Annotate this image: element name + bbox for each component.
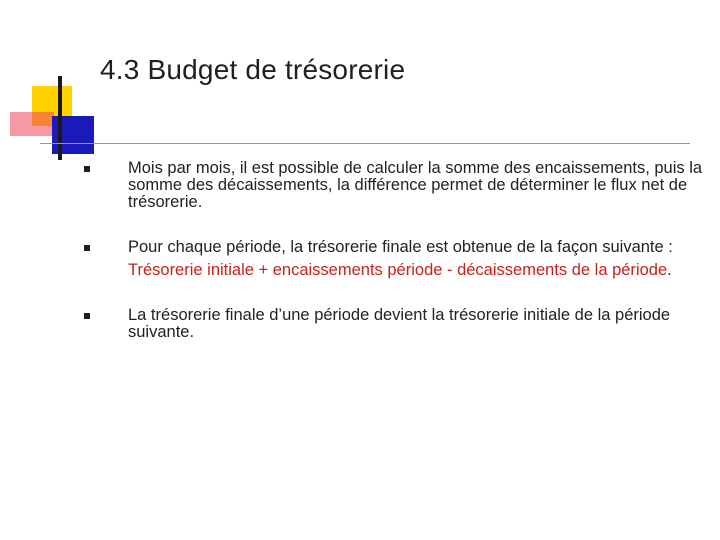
bullet-item	[84, 160, 704, 211]
bullet-text: Pour chaque période, la trésorerie finale est obtenue de la façon suivante :	[128, 238, 673, 256]
formula-text: Trésorerie initiale + encaissements période - décaissements de la période	[128, 261, 668, 279]
bullet-text: Mois par mois, il est possible de calculer la somme des encaissements, puis la somme des décaissements, la différence permet de déterminer le flux net de trésorerie.	[128, 159, 703, 211]
bullet-text: La trésorerie finale d’une période devient la trésorerie initiale de la période suivante.	[128, 306, 671, 341]
formula-line	[128, 262, 704, 279]
square-bullet-icon	[84, 313, 90, 319]
bullet-item	[84, 239, 704, 279]
title-divider	[40, 143, 690, 144]
logo-red-square	[10, 112, 54, 136]
square-bullet-icon	[84, 166, 90, 172]
logo-vertical-line	[58, 76, 62, 160]
bullet-item	[84, 307, 704, 341]
bullet-list	[84, 160, 704, 341]
slide-title: 4.3 Budget de trésorerie	[100, 54, 406, 85]
square-bullet-icon	[84, 245, 90, 251]
formula-period: .	[667, 261, 672, 279]
